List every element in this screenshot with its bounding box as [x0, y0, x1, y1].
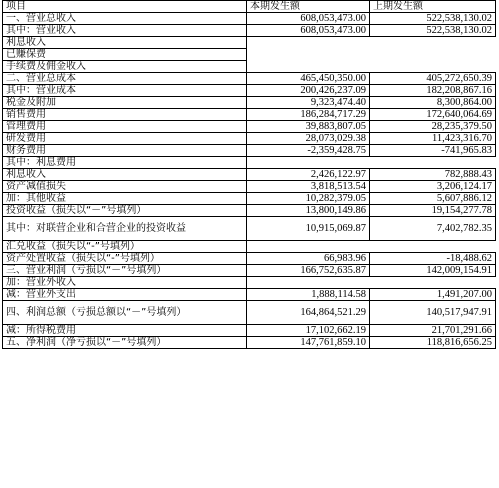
- prior-period-value: 3,206,124.17: [370, 181, 496, 193]
- row-label: 财务费用: [3, 145, 247, 157]
- row-label: 其中：营业收入: [3, 25, 247, 37]
- prior-period-value: 19,154,277.78: [370, 205, 496, 217]
- prior-period-value: 522,538,130.02: [370, 13, 496, 25]
- current-period-value: 9,323,474.40: [247, 97, 370, 109]
- table-row: [3, 61, 496, 73]
- current-period-value: 28,073,029.38: [247, 133, 370, 145]
- current-period-value: 17,102,662.19: [247, 325, 370, 337]
- row-label: 研发费用: [3, 133, 247, 145]
- current-period-value: 608,053,473.00: [247, 25, 370, 37]
- row-label: 手续费及佣金收入: [3, 61, 247, 73]
- header-item: 项目: [3, 1, 247, 13]
- current-period-value: 1,888,114.58: [247, 289, 370, 301]
- current-period-value: [247, 37, 370, 49]
- prior-period-value: 172,640,064.69: [370, 109, 496, 121]
- row-label: 资产处置收益（损失以“-”号填列）: [3, 253, 247, 265]
- current-period-value: 66,983.96: [247, 253, 370, 265]
- row-label: 投资收益（损失以“－”号填列）: [3, 205, 247, 217]
- row-label: 汇兑收益（损失以“-”号填列）: [3, 241, 247, 253]
- table-row: [3, 193, 496, 205]
- table-row: [3, 85, 496, 97]
- current-period-value: [247, 61, 370, 73]
- current-period-value: 164,864,521.29: [247, 301, 370, 325]
- row-label: 利息收入: [3, 37, 247, 49]
- prior-period-value: 28,235,379.50: [370, 121, 496, 133]
- row-label: 减：营业外支出: [3, 289, 247, 301]
- prior-period-value: 405,272,650.39: [370, 73, 496, 85]
- row-label: 一、营业总收入: [3, 13, 247, 25]
- row-label: 加：营业外收入: [3, 277, 247, 289]
- table-row: [3, 169, 496, 181]
- row-label: 资产减值损失: [3, 181, 247, 193]
- prior-period-value: 7,402,782.35: [370, 217, 496, 241]
- prior-period-value: 21,701,291.66: [370, 325, 496, 337]
- header-prior-period: 上期发生额: [370, 1, 496, 13]
- table-row: [3, 97, 496, 109]
- prior-period-value: 118,816,656.25: [370, 337, 496, 349]
- table-row: [3, 73, 496, 85]
- current-period-value: 39,883,807.05: [247, 121, 370, 133]
- current-period-value: [247, 49, 370, 61]
- current-period-value: 147,761,859.10: [247, 337, 370, 349]
- prior-period-value: [370, 241, 496, 253]
- current-period-value: 166,752,635.87: [247, 265, 370, 277]
- current-period-value: 13,800,149.86: [247, 205, 370, 217]
- table-row: [3, 337, 496, 349]
- prior-period-value: 8,300,864.00: [370, 97, 496, 109]
- table-row: [3, 301, 496, 325]
- table-row: [3, 265, 496, 277]
- prior-period-value: [370, 61, 496, 73]
- prior-period-value: [370, 157, 496, 169]
- current-period-value: 10,915,069.87: [247, 217, 370, 241]
- prior-period-value: [370, 277, 496, 289]
- row-label: 其中：对联营企业和合营企业的投资收益: [3, 217, 247, 241]
- current-period-value: [247, 241, 370, 253]
- table-row: [3, 325, 496, 337]
- prior-period-value: [370, 37, 496, 49]
- header-row: [3, 1, 496, 13]
- current-period-value: 465,450,350.00: [247, 73, 370, 85]
- current-period-value: 3,818,513.54: [247, 181, 370, 193]
- row-label: 四、利润总额（亏损总额以“－”号填列）: [3, 301, 247, 325]
- prior-period-value: [370, 49, 496, 61]
- income-statement: [2, 0, 495, 349]
- table-row: [3, 25, 496, 37]
- row-label: 管理费用: [3, 121, 247, 133]
- row-label: 利息收入: [3, 169, 247, 181]
- table-row: [3, 277, 496, 289]
- current-period-value: [247, 157, 370, 169]
- prior-period-value: 11,423,316.70: [370, 133, 496, 145]
- row-label: 已赚保费: [3, 49, 247, 61]
- table-row: [3, 49, 496, 61]
- table-row: [3, 289, 496, 301]
- row-label: 加：其他收益: [3, 193, 247, 205]
- prior-period-value: 182,208,867.16: [370, 85, 496, 97]
- prior-period-value: 1,491,207.00: [370, 289, 496, 301]
- prior-period-value: 142,009,154.91: [370, 265, 496, 277]
- row-label: 减：所得税费用: [3, 325, 247, 337]
- row-label: 销售费用: [3, 109, 247, 121]
- table-row: [3, 181, 496, 193]
- table-row: [3, 217, 496, 241]
- header-current-period: 本期发生额: [247, 1, 370, 13]
- row-label: 其中：营业成本: [3, 85, 247, 97]
- current-period-value: 186,284,717.29: [247, 109, 370, 121]
- prior-period-value: 522,538,130.02: [370, 25, 496, 37]
- current-period-value: 608,053,473.00: [247, 13, 370, 25]
- table-row: [3, 37, 496, 49]
- prior-period-value: 5,607,886.12: [370, 193, 496, 205]
- current-period-value: 2,426,122.97: [247, 169, 370, 181]
- table-row: [3, 205, 496, 217]
- current-period-value: 200,426,237.09: [247, 85, 370, 97]
- prior-period-value: 140,517,947.91: [370, 301, 496, 325]
- table-row: [3, 109, 496, 121]
- current-period-value: 10,282,379.05: [247, 193, 370, 205]
- row-label: 税金及附加: [3, 97, 247, 109]
- prior-period-value: -18,488.62: [370, 253, 496, 265]
- table-row: [3, 133, 496, 145]
- row-label: 其中：利息费用: [3, 157, 247, 169]
- current-period-value: [247, 277, 370, 289]
- prior-period-value: -741,965.83: [370, 145, 496, 157]
- income-statement-table: [2, 0, 496, 349]
- row-label: 二、营业总成本: [3, 73, 247, 85]
- table-row: [3, 13, 496, 25]
- table-row: [3, 157, 496, 169]
- table-row: [3, 241, 496, 253]
- table-row: [3, 145, 496, 157]
- table-row: [3, 253, 496, 265]
- row-label: 三、营业利润（亏损以“－”号填列）: [3, 265, 247, 277]
- current-period-value: -2,359,428.75: [247, 145, 370, 157]
- row-label: 五、净利润（净亏损以“－”号填列）: [3, 337, 247, 349]
- prior-period-value: 782,888.43: [370, 169, 496, 181]
- table-row: [3, 121, 496, 133]
